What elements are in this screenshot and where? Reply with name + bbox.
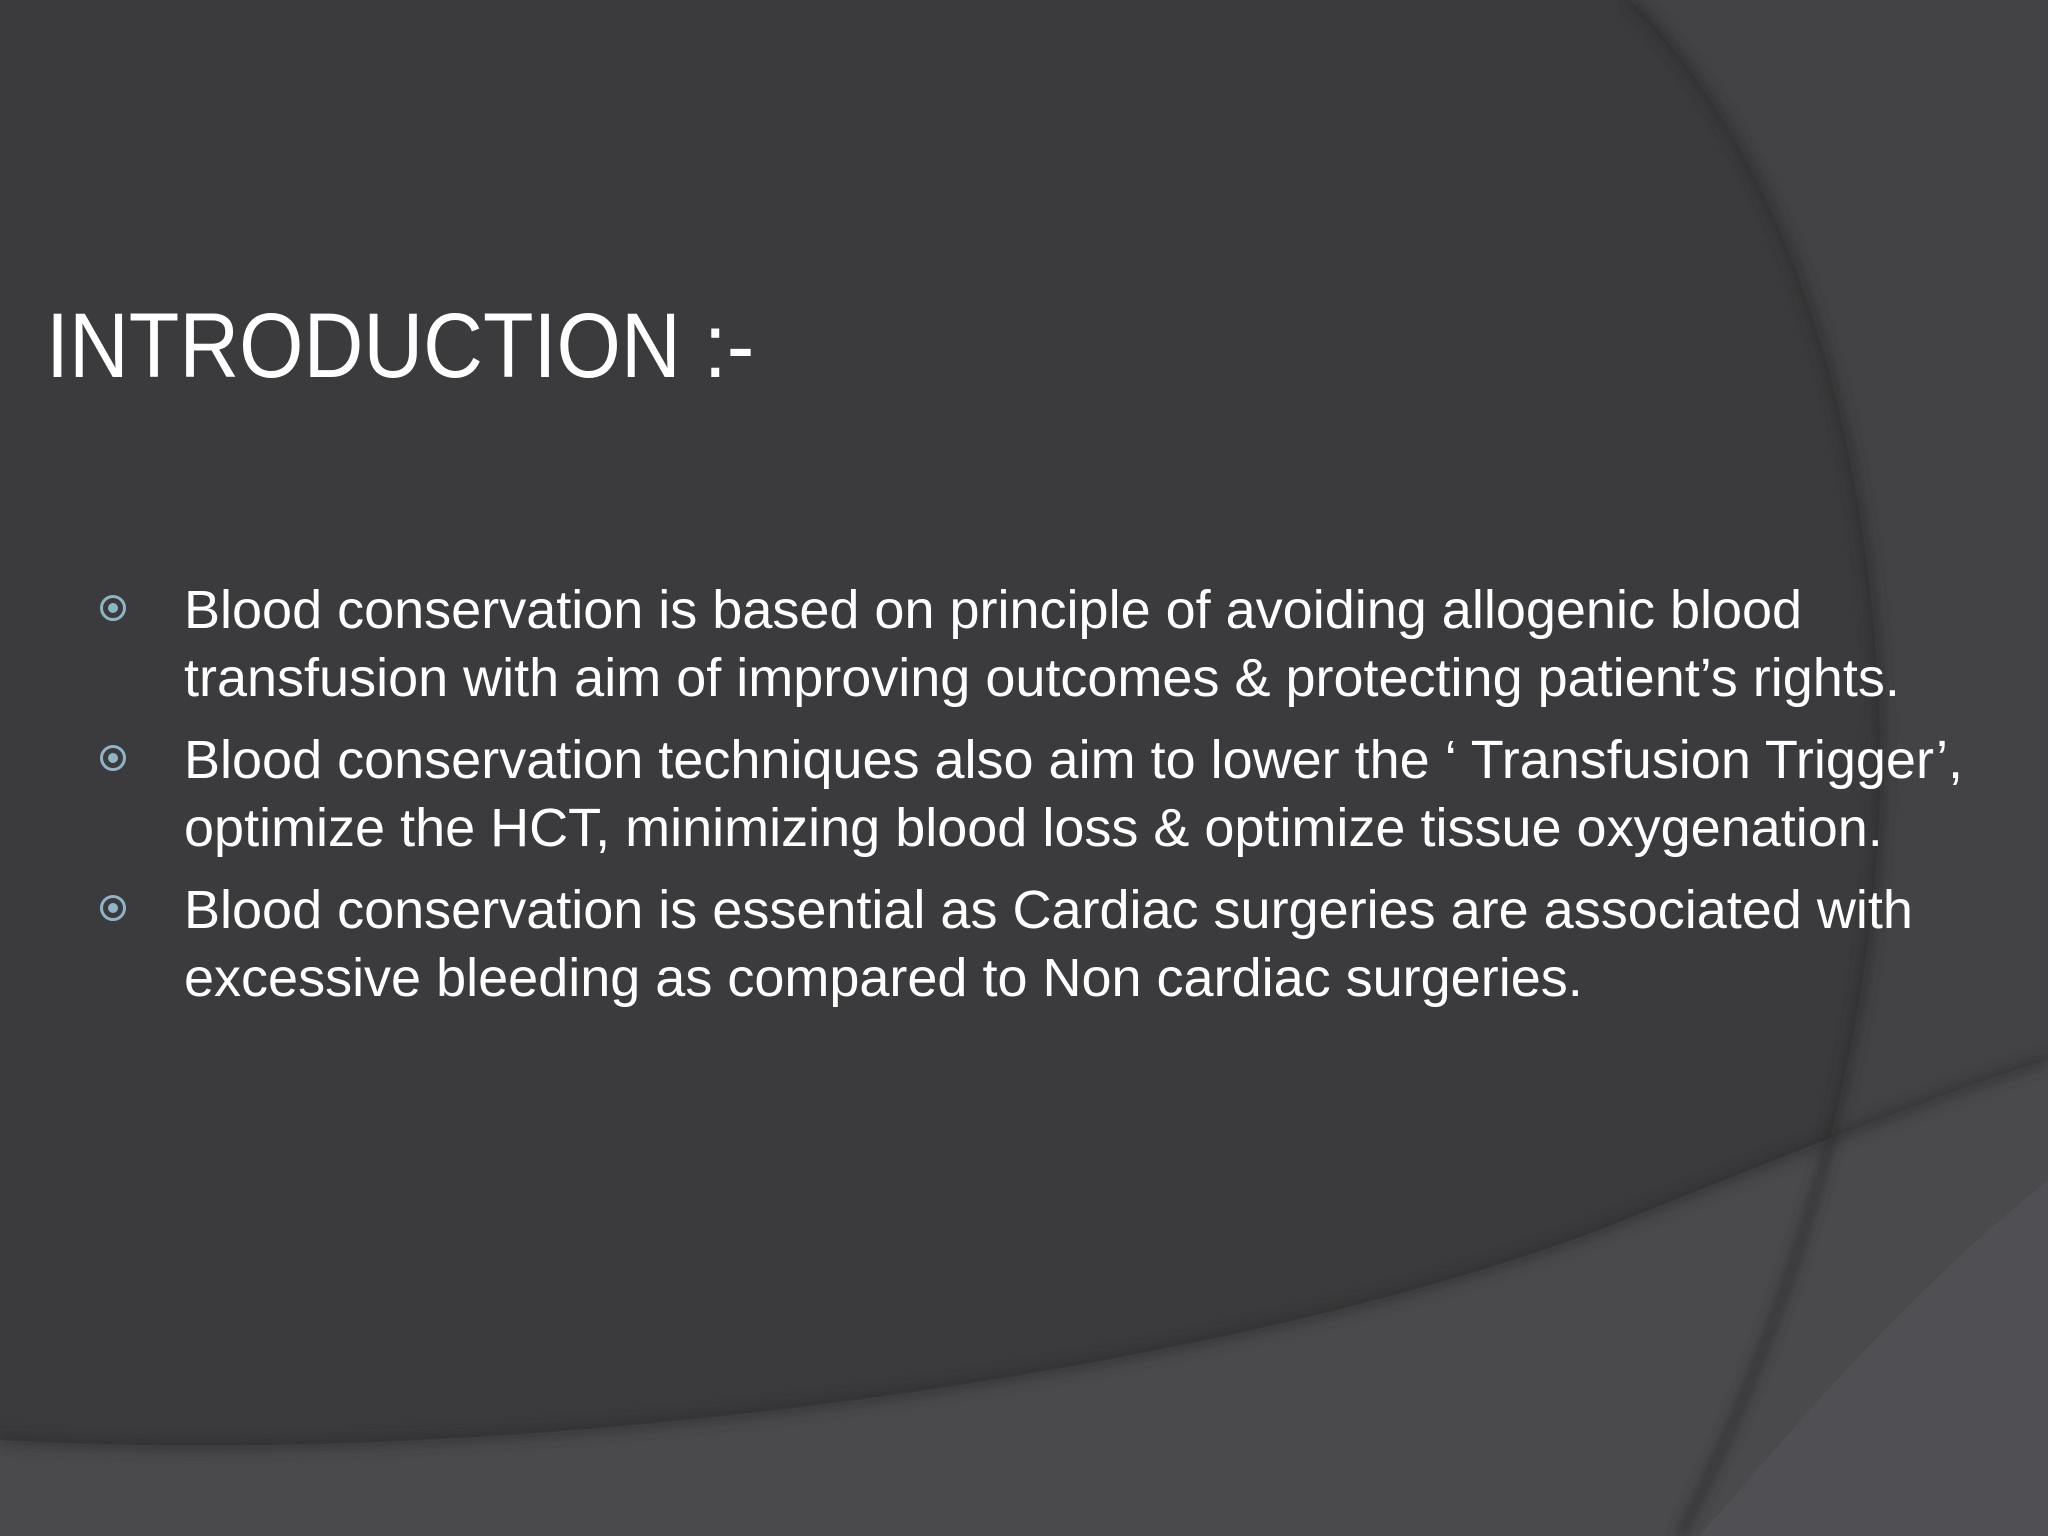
bullet-item (96, 876, 1913, 1012)
bullet-item (96, 726, 1963, 862)
circle-bullet-icon (100, 595, 126, 621)
circle-bullet-icon (100, 895, 126, 921)
slide-title: INTRODUCTION :- (46, 295, 755, 397)
bullet-item (96, 576, 1906, 712)
bullet-text: Blood conservation is essential as Cardiac surgeries are associated with excessive bleeding as compared to Non cardiac surgeries. (184, 880, 1913, 1008)
bullet-list (96, 576, 1963, 1026)
bullet-text: Blood conservation is based on principle of avoiding allogenic blood transfusion with aim of improving outcomes & protecting patient’s rights. (184, 580, 1900, 708)
bottom-band-region (0, 1060, 2048, 1536)
bullet-text: Blood conservation techniques also aim to lower the ‘ Transfusion Trigger’, optimize the HCT, minimizing blood loss & optimize tissue oxygenation. (184, 730, 1963, 858)
circle-bullet-icon (100, 745, 126, 771)
